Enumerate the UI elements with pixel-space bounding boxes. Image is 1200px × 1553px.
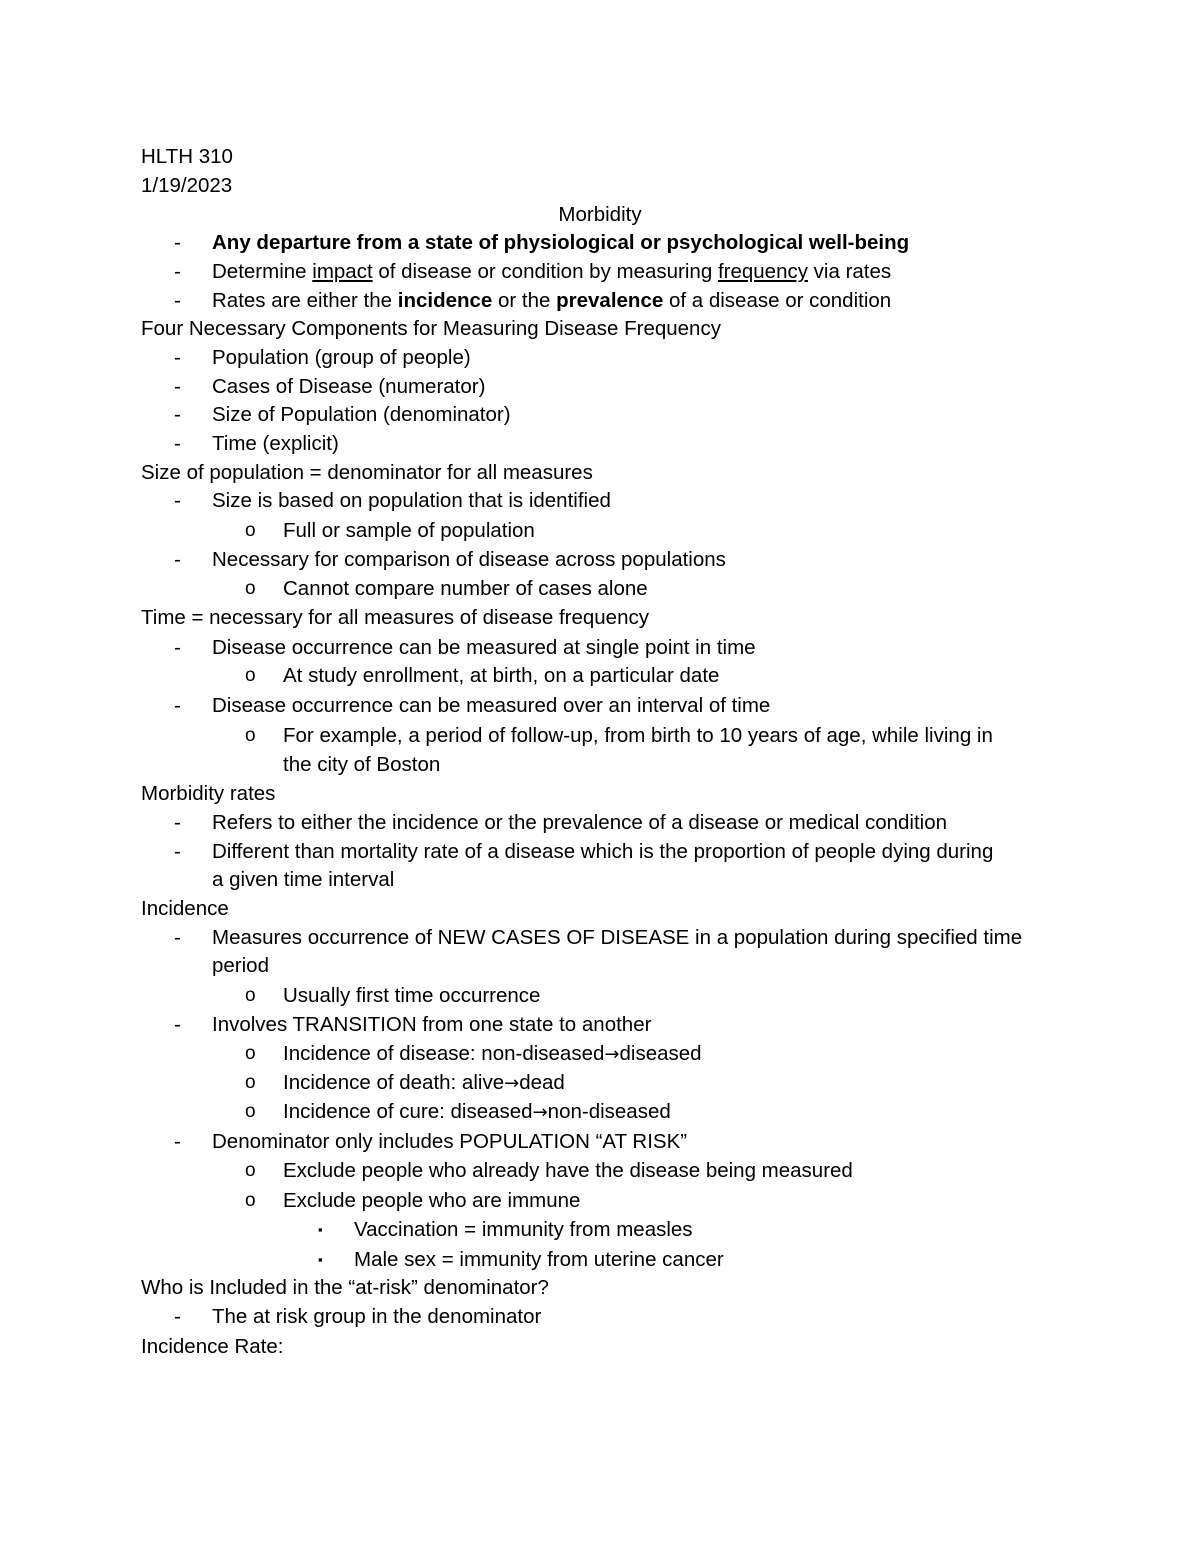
heading-components: Four Necessary Components for Measuring Disease Frequency bbox=[141, 317, 721, 340]
dash-marker: - bbox=[174, 811, 181, 834]
list-item: - Time (explicit) bbox=[0, 429, 1200, 458]
sub-list-item: o Incidence of cure: diseased→non-diseased bbox=[0, 1097, 1200, 1126]
list-item: - Population (group of people) bbox=[0, 343, 1200, 372]
list-item: - Denominator only includes POPULATION “AT RISK” bbox=[0, 1127, 1200, 1156]
list-item: - Disease occurrence can be measured over an interval of time bbox=[0, 691, 1200, 720]
dash-marker: - bbox=[174, 1013, 181, 1036]
circle-marker: o bbox=[245, 1160, 256, 1181]
dash-marker: - bbox=[174, 289, 181, 312]
circle-marker: o bbox=[245, 1190, 256, 1211]
sub-list-item-continuation: the city of Boston bbox=[283, 753, 441, 776]
dash-marker: - bbox=[174, 375, 181, 398]
sub-list-item: o Exclude people who already have the disease being measured bbox=[0, 1156, 1200, 1185]
impact-text: Determine impact of disease or condition by measuring frequency via rates bbox=[212, 260, 892, 283]
dash-marker: - bbox=[174, 1130, 181, 1153]
circle-marker: o bbox=[245, 1101, 256, 1122]
course-code: HLTH 310 bbox=[141, 145, 233, 168]
list-item: - Refers to either the incidence or the prevalence of a disease or medical condition bbox=[0, 808, 1200, 837]
dash-marker: - bbox=[174, 432, 181, 455]
heading-at-risk: Who is Included in the “at-risk” denominator? bbox=[141, 1276, 549, 1299]
list-item bbox=[0, 228, 1200, 257]
list-item: - Measures occurrence of NEW CASES OF DISEASE in a population during specified time bbox=[0, 923, 1200, 952]
impact-underlined: impact bbox=[312, 260, 373, 283]
sub-list-item: o Incidence of disease: non-diseased→diseased bbox=[0, 1039, 1200, 1068]
heading-size: Size of population = denominator for all measures bbox=[141, 461, 593, 484]
dash-marker: - bbox=[174, 489, 181, 512]
circle-marker: o bbox=[245, 985, 256, 1006]
list-item: - Size of Population (denominator) bbox=[0, 400, 1200, 429]
circle-marker: o bbox=[245, 1072, 256, 1093]
dash-marker: - bbox=[174, 260, 181, 283]
list-item: - The at risk group in the denominator bbox=[0, 1302, 1200, 1331]
list-item bbox=[0, 257, 1200, 286]
heading-morbidity-rates: Morbidity rates bbox=[141, 782, 276, 805]
square-marker: ▪ bbox=[318, 1252, 323, 1267]
section-title-morbidity: Morbidity bbox=[558, 203, 642, 226]
list-item: - Necessary for comparison of disease across populations bbox=[0, 545, 1200, 574]
arrow-right-icon: → bbox=[532, 1102, 548, 1123]
sub-list-item: o Full or sample of population bbox=[0, 516, 1200, 545]
dash-marker: - bbox=[174, 636, 181, 659]
frequency-underlined: frequency bbox=[717, 260, 808, 283]
arrow-right-icon: → bbox=[504, 1073, 520, 1094]
sub-sub-list-item: ▪ Vaccination = immunity from measles bbox=[0, 1215, 1200, 1244]
rates-text: Rates are either the incidence or the prevalence of a disease or condition bbox=[212, 289, 892, 312]
circle-marker: o bbox=[245, 665, 256, 686]
list-item: - Size is based on population that is identified bbox=[0, 486, 1200, 515]
heading-incidence: Incidence bbox=[141, 897, 229, 920]
heading-time: Time = necessary for all measures of disease frequency bbox=[141, 606, 649, 629]
dash-marker: - bbox=[174, 694, 181, 717]
dash-marker: - bbox=[174, 1305, 181, 1328]
morbidity-definition: Any departure from a state of physiological or psychological well-being bbox=[212, 231, 910, 254]
circle-marker: o bbox=[245, 578, 256, 599]
dash-marker: - bbox=[174, 548, 181, 571]
list-item: - Cases of Disease (numerator) bbox=[0, 372, 1200, 401]
sub-list-item: o Usually first time occurrence bbox=[0, 981, 1200, 1010]
circle-marker: o bbox=[245, 725, 256, 746]
list-item-continuation: period bbox=[212, 954, 269, 977]
dash-marker: - bbox=[174, 926, 181, 949]
list-item: - Involves TRANSITION from one state to another bbox=[0, 1010, 1200, 1039]
dash-marker: - bbox=[174, 346, 181, 369]
sub-list-item: o For example, a period of follow-up, from birth to 10 years of age, while living in bbox=[0, 721, 1200, 750]
list-item: - Different than mortality rate of a disease which is the proportion of people dying during bbox=[0, 837, 1200, 866]
sub-sub-list-item: ▪ Male sex = immunity from uterine cancer bbox=[0, 1245, 1200, 1274]
list-item bbox=[0, 286, 1200, 315]
arrow-right-icon: → bbox=[604, 1044, 620, 1065]
circle-marker: o bbox=[245, 1043, 256, 1064]
sub-list-item: o Incidence of death: alive→dead bbox=[0, 1068, 1200, 1097]
list-item-continuation: a given time interval bbox=[212, 868, 395, 891]
circle-marker: o bbox=[245, 520, 256, 541]
note-date: 1/19/2023 bbox=[141, 174, 233, 197]
dash-marker: - bbox=[174, 840, 181, 863]
sub-list-item: o Cannot compare number of cases alone bbox=[0, 574, 1200, 603]
list-item: - Disease occurrence can be measured at single point in time bbox=[0, 633, 1200, 662]
sub-list-item: o At study enrollment, at birth, on a particular date bbox=[0, 661, 1200, 690]
dash-marker: - bbox=[174, 231, 181, 254]
square-marker: ▪ bbox=[318, 1222, 323, 1237]
heading-incidence-rate: Incidence Rate: bbox=[141, 1335, 284, 1358]
dash-marker: - bbox=[174, 403, 181, 426]
sub-list-item: o Exclude people who are immune bbox=[0, 1186, 1200, 1215]
